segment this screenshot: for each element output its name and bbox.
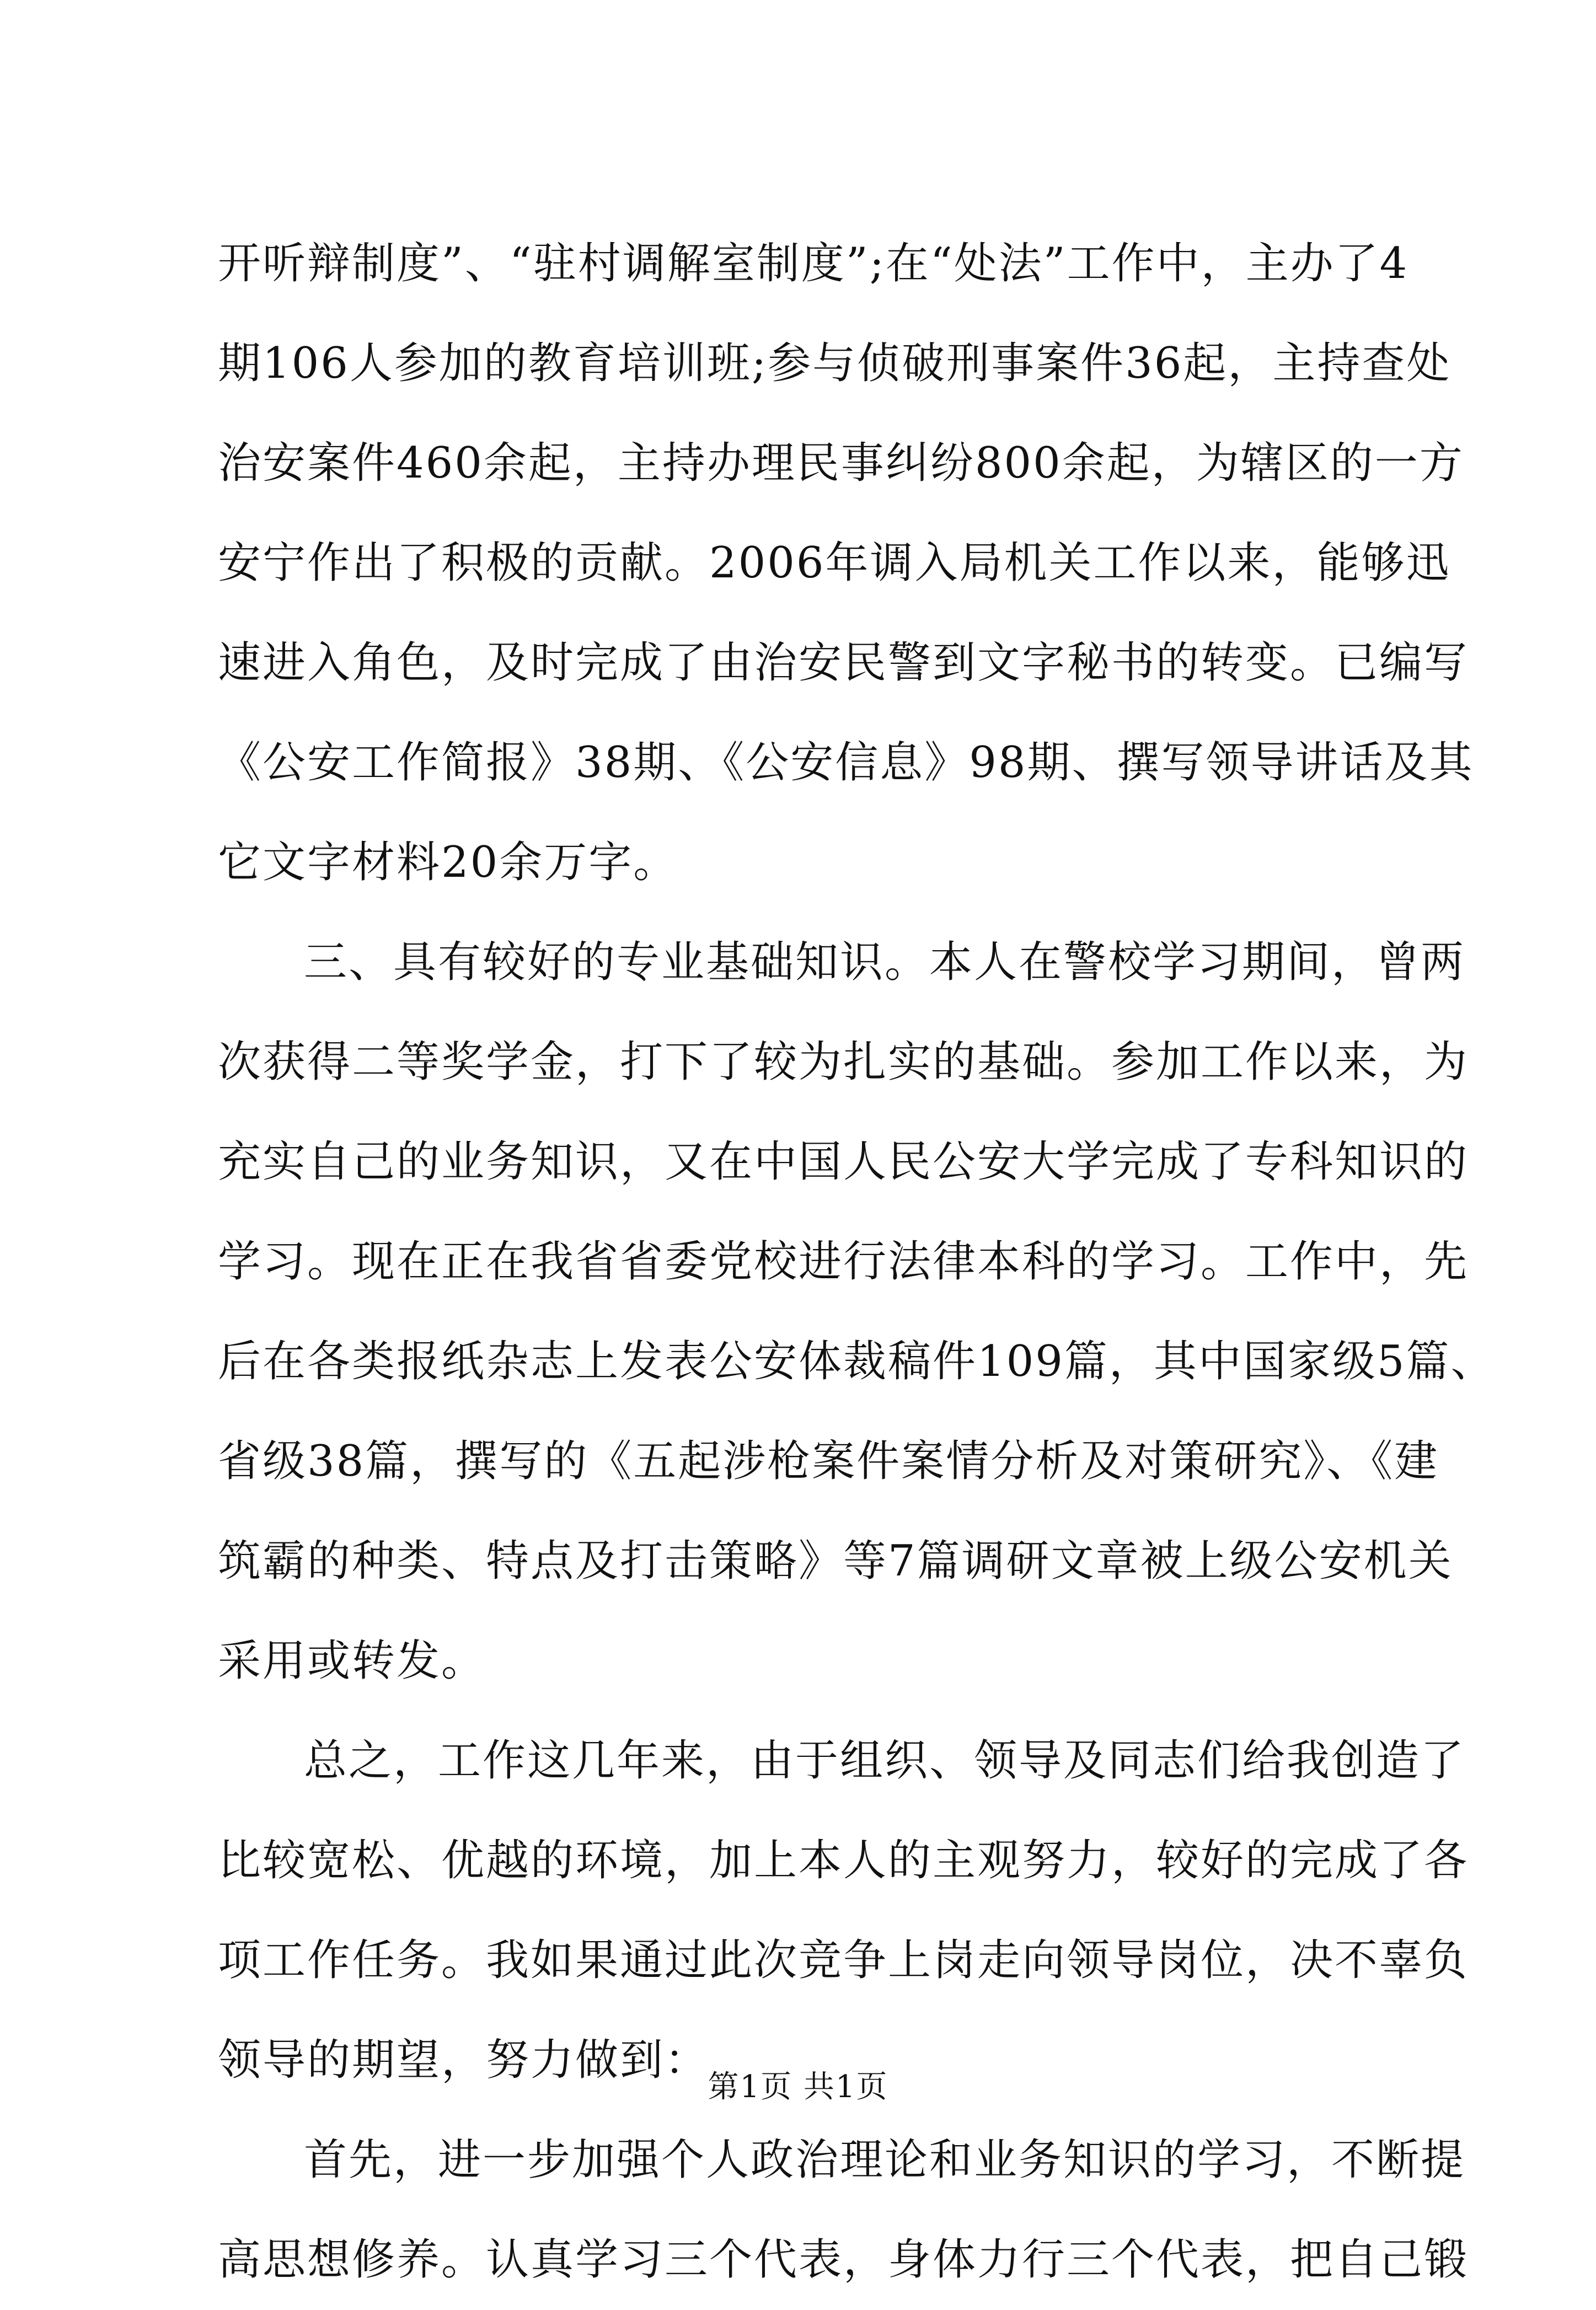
page-footer: 第1页 共1页 <box>708 2069 888 2105</box>
paragraph-start-line: 三、具有较好的专业基础知识。本人在警校学习期间，曾两 <box>304 937 1466 987</box>
text-line: 领导的期望，努力做到： <box>218 2035 710 2085</box>
text-line: 后在各类报纸杂志上发表公安体裁稿件109篇，其中国家级5篇、 <box>218 1337 1496 1386</box>
text-line: 学习。现在正在我省省委党校进行法律本科的学习。工作中，先 <box>218 1237 1469 1287</box>
text-line: 开听辩制度”、“驻村调解室制度”;在“处法”工作中，主办了4 <box>218 239 1409 288</box>
text-line: 期106人参加的教育培训班;参与侦破刑事案件36起，主持查处 <box>218 339 1452 388</box>
text-line: 比较宽松、优越的环境，加上本人的主观努力，较好的完成了各 <box>218 1836 1469 1885</box>
document-body <box>218 214 1496 2310</box>
text-line: 治安案件460余起，主持办理民事纠纷800余起，为辖区的一方 <box>218 438 1464 488</box>
text-line: 高思想修养。认真学习三个代表，身体力行三个代表，把自己锻 <box>218 2235 1469 2285</box>
text-line: 安宁作出了积极的贡献。2006年调入局机关工作以来，能够迅 <box>218 538 1451 588</box>
text-line: 次获得二等奖学金，打下了较为扎实的基础。参加工作以来，为 <box>218 1037 1469 1087</box>
paragraph-start-line: 总之，工作这几年来，由于组织、领导及同志们给我创造了 <box>304 1736 1466 1786</box>
text-line: 它文字材料20余万字。 <box>218 838 678 887</box>
text-line: 省级38篇，撰写的《五起涉枪案件案情分析及对策研究》、《建 <box>218 1437 1439 1486</box>
text-line: 充实自己的业务知识，又在中国人民公安大学完成了专科知识的 <box>218 1137 1469 1187</box>
text-line: 采用或转发。 <box>218 1636 486 1686</box>
paragraph-start-line: 首先，进一步加强个人政治理论和业务知识的学习，不断提 <box>304 2135 1466 2185</box>
text-line: 《公安工作简报》38期、《公安信息》98期、撰写领导讲话及其 <box>218 738 1474 787</box>
text-line: 项工作任务。我如果通过此次竞争上岗走向领导岗位，决不辜负 <box>218 1936 1469 1985</box>
text-line: 速进入角色，及时完成了由治安民警到文字秘书的转变。已编写 <box>218 638 1469 688</box>
text-line: 筑霸的种类、特点及打击策略》等7篇调研文章被上级公安机关 <box>218 1536 1453 1586</box>
